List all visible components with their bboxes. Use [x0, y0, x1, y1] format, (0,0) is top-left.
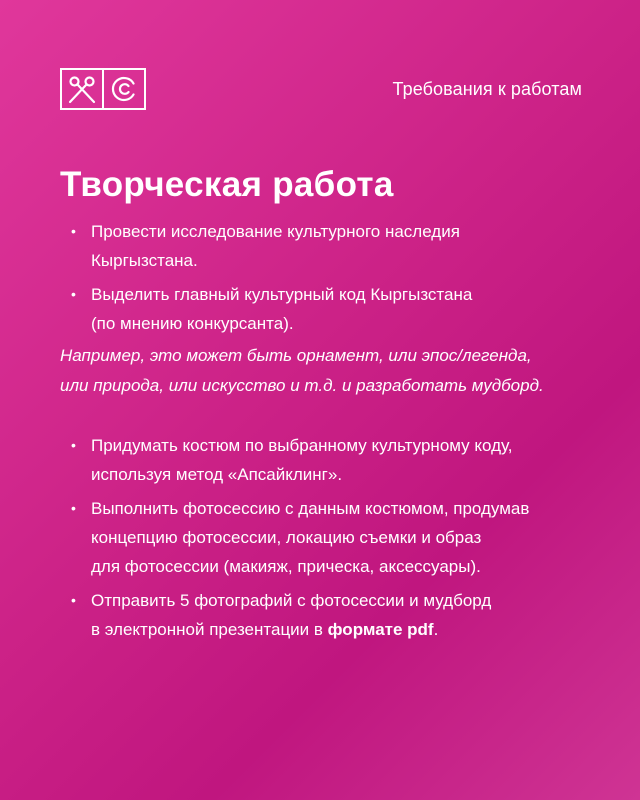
list-item-line: [91, 615, 600, 644]
list-item-line: • Отправить 5 фотографий с фотосессии и мудборд: [91, 591, 492, 610]
format-highlight: формате pdf: [327, 620, 434, 639]
scissors-icon: [67, 74, 97, 104]
page-title: Творческая работа: [60, 165, 394, 204]
text-fragment: .: [433, 620, 439, 639]
list-item-line: используя метод «Апсайклинг».: [91, 465, 343, 484]
list-item-line: • Придумать костюм по выбранному культурному коду,: [91, 436, 513, 455]
requirements-list-1: [60, 217, 600, 338]
example-line: или природа, или искусство и т.д. и разработать мудборд.: [60, 376, 544, 395]
requirements-content: [60, 217, 600, 649]
list-item-line: для фотосессии (макияж, прическа, аксессуары).: [91, 557, 481, 576]
list-item: [60, 494, 600, 581]
list-item-line: • Выделить главный культурный код Кыргызстана: [91, 285, 473, 304]
c-letter-icon: [109, 74, 139, 104]
list-item-line: • Провести исследование культурного наследия: [91, 222, 460, 241]
logo-left-cell: [62, 70, 102, 108]
example-line: Например, это может быть орнамент, или эпос/легенда,: [60, 346, 532, 365]
list-item-line: (по мнению конкурсанта).: [91, 314, 294, 333]
list-item: [60, 280, 600, 338]
list-item-line: Кыргызстана.: [91, 251, 198, 270]
list-item: [60, 586, 600, 644]
brand-logo: [60, 68, 146, 110]
text-fragment: в электронной презентации в: [91, 620, 328, 639]
requirements-list-2: [60, 431, 600, 644]
list-item: [60, 431, 600, 489]
list-item-line: концепцию фотосессии, локацию съемки и образ: [91, 528, 482, 547]
logo-right-cell: [102, 70, 144, 108]
list-item: [60, 217, 600, 275]
list-item-line: • Выполнить фотосессию с данным костюмом, продумав: [91, 499, 530, 518]
header-title: Требования к работам: [392, 79, 582, 99]
example-note: [60, 341, 600, 401]
